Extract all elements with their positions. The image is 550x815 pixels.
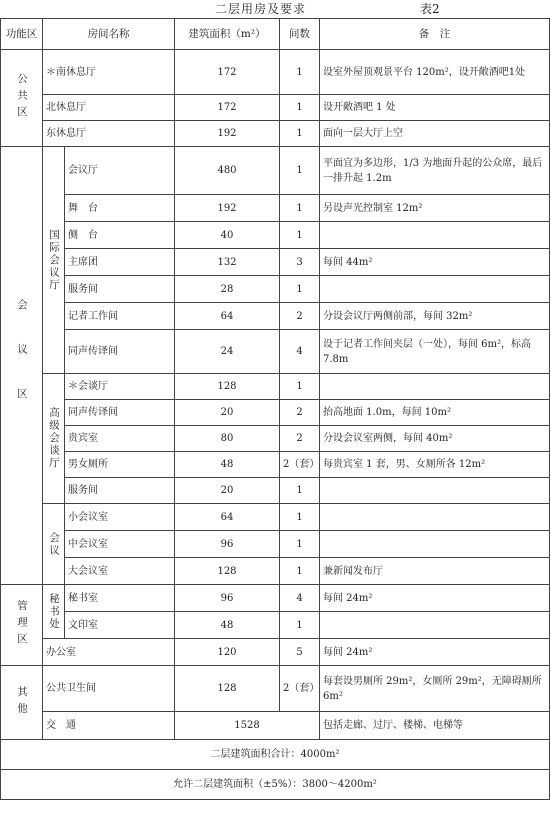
table-row [1,303,550,330]
table-row [1,50,550,95]
group-public: 公共区 [1,50,43,147]
subgroup-senior-talks: 高级会谈厅 [43,374,65,504]
note-text: 兼新闻发布厅 [320,558,550,585]
header-count: 间数 [280,19,320,50]
area-value: 80 [175,426,280,452]
count-value: 2（套） [280,452,320,478]
table-row [1,426,550,452]
area-value: 128 [175,666,280,712]
group-other: 其他 [1,666,43,740]
header-function-zone: 功能区 [1,19,43,50]
area-value: 172 [175,50,280,95]
count-value: 1 [280,504,320,531]
room-name: 同声传译间 [65,330,175,374]
table-header-row [1,19,550,50]
table-row [1,452,550,478]
room-name: 办公室 [43,639,175,666]
group-conference: 会议区 [1,147,43,585]
note-text [320,612,550,639]
group-management: 管理区 [1,585,43,666]
room-name: 记者工作间 [65,303,175,330]
count-value: 1 [280,50,320,95]
area-value: 40 [175,222,280,249]
table-row [1,740,550,770]
table-row [1,276,550,303]
table-row [1,478,550,504]
room-name: 东休息厅 [43,121,175,147]
header-area: 建筑面积（m²） [175,19,280,50]
room-name: 文印室 [65,612,175,639]
table-row [1,95,550,121]
note-text: 设开敞酒吧 1 处 [320,95,550,121]
note-text: 抬高地面 1.0m，每间 10m² [320,400,550,426]
count-value: 1 [280,276,320,303]
room-name: 服务间 [65,478,175,504]
table-row [1,666,550,712]
room-name: 公共卫生间 [43,666,175,712]
room-name: 服务间 [65,276,175,303]
table-row [1,195,550,222]
subgroup-secretariat: 秘书处 [43,585,65,639]
room-name: 侧 台 [65,222,175,249]
note-text: 每间 44m² [320,249,550,276]
note-text: 每间 24m² [320,585,550,612]
note-text [320,478,550,504]
area-value: 192 [175,121,280,147]
table-caption [0,0,550,18]
total-area-row: 二层建筑面积合计：4000m² [1,740,550,770]
area-value: 28 [175,276,280,303]
table-row [1,121,550,147]
table-row [1,147,550,195]
note-text: 另设声光控制室 12m² [320,195,550,222]
count-value: 2 [280,400,320,426]
count-value: 4 [280,330,320,374]
note-text: 每套设男厕所 29m²，女厕所 29m²，无障碍厕所 6m² [320,666,550,712]
room-name: ＊会谈厅 [65,374,175,400]
note-text: 平面宜为多边形，1/3 为地面升起的公众席，最后一排升起 1.2m [320,147,550,195]
room-name: 贵宾室 [65,426,175,452]
area-value: 128 [175,374,280,400]
note-text: 分设会议室两侧，每间 40m² [320,426,550,452]
area-value: 480 [175,147,280,195]
room-name: ＊南休息厅 [43,50,175,95]
table-row [1,531,550,558]
room-name: 会议厅 [65,147,175,195]
note-text [320,222,550,249]
subgroup-meeting: 会议 [43,504,65,585]
note-text: 面向一层大厅上空 [320,121,550,147]
table-number: 表2 [420,2,440,16]
area-value: 48 [175,452,280,478]
room-name: 舞 台 [65,195,175,222]
area-value: 96 [175,585,280,612]
table-title: 二层用房及要求 [215,2,307,16]
note-text: 分设会议厅两侧前部，每间 32m² [320,303,550,330]
area-value: 20 [175,478,280,504]
note-text [320,374,550,400]
note-text [320,504,550,531]
count-value: 1 [280,147,320,195]
table-row [1,249,550,276]
area-value: 132 [175,249,280,276]
count-value: 1 [280,558,320,585]
room-requirements-table [0,18,550,800]
count-value: 1 [280,374,320,400]
room-name: 大会议室 [65,558,175,585]
table-row [1,585,550,612]
room-name: 秘书室 [65,585,175,612]
table-row [1,712,550,740]
table-row [1,612,550,639]
header-note: 备 注 [320,19,550,50]
room-name: 同声传译间 [65,400,175,426]
note-text [320,276,550,303]
count-value: 1 [280,531,320,558]
area-value: 1528 [175,712,320,740]
area-value: 120 [175,639,280,666]
count-value: 1 [280,612,320,639]
table-row [1,639,550,666]
area-value: 64 [175,504,280,531]
count-value: 1 [280,478,320,504]
table-row [1,330,550,374]
count-value: 2（套） [280,666,320,712]
area-value: 96 [175,531,280,558]
room-name: 中会议室 [65,531,175,558]
count-value: 5 [280,639,320,666]
allowed-area-row: 允许二层建筑面积（±5%）：3800～4200m² [1,770,550,800]
area-value: 20 [175,400,280,426]
room-name: 小会议室 [65,504,175,531]
note-text [320,531,550,558]
table-row [1,770,550,800]
count-value: 1 [280,195,320,222]
room-name: 男女厕所 [65,452,175,478]
area-value: 64 [175,303,280,330]
count-value: 2 [280,303,320,330]
count-value: 4 [280,585,320,612]
table-row [1,558,550,585]
count-value: 3 [280,249,320,276]
table-row [1,400,550,426]
room-name: 交 通 [43,712,175,740]
room-name: 主席团 [65,249,175,276]
note-text: 每贵宾室 1 套，男、女厕所各 12m² [320,452,550,478]
area-value: 128 [175,558,280,585]
note-text: 每间 24m² [320,639,550,666]
area-value: 172 [175,95,280,121]
room-name: 北休息厅 [43,95,175,121]
subgroup-intl-hall: 国际会议厅 [43,147,65,374]
note-text: 包括走廊、过厅、楼梯、电梯等 [320,712,550,740]
table-row [1,222,550,249]
count-value: 2 [280,426,320,452]
count-value: 1 [280,222,320,249]
note-text: 设于记者工作间夹层（一处），每间 6m²，标高 7.8m [320,330,550,374]
count-value: 1 [280,95,320,121]
table-row [1,374,550,400]
note-text: 设室外屋顶观景平台 120m²，设开敞酒吧1处 [320,50,550,95]
header-room-name: 房间名称 [43,19,175,50]
table-row [1,504,550,531]
area-value: 48 [175,612,280,639]
area-value: 24 [175,330,280,374]
area-value: 192 [175,195,280,222]
count-value: 1 [280,121,320,147]
